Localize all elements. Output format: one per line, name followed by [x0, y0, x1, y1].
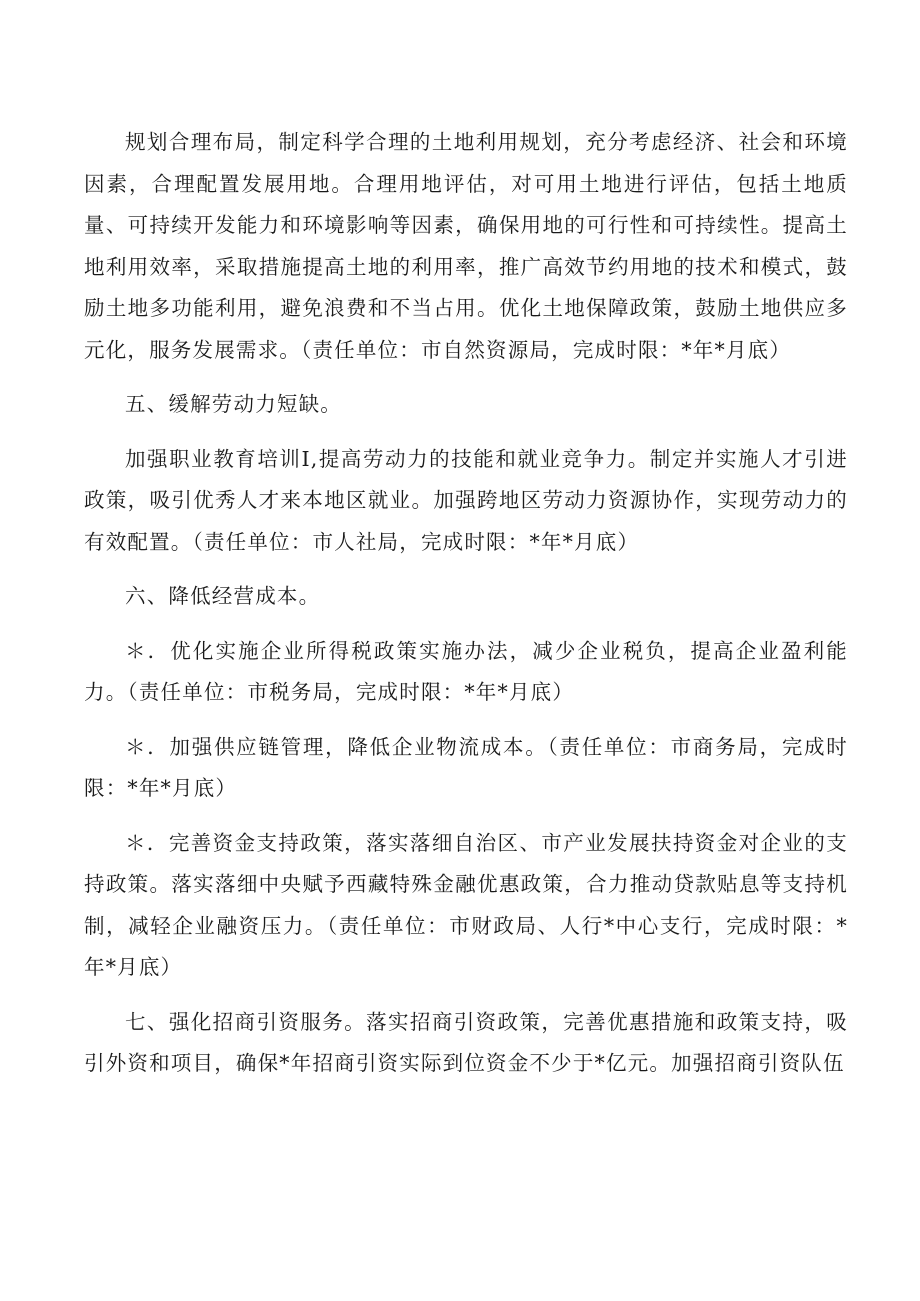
paragraph-supply-chain: ＊．加强供应链管理，降低企业物流成本。（责任单位：市商务局，完成时限：*年*月底）: [84, 734, 848, 800]
paragraph-investment: 七、强化招商引资服务。落实招商引资政策，完善优惠措施和政策支持，吸引外资和项目，确保*年招商引资实际到位资金不少于*亿元。加强招商引资队伍: [84, 1009, 848, 1075]
paragraph-labor: 加强职业教育培训I,提高劳动力的技能和就业竞争力。制定并实施人才引进政策，吸引优秀人才来本地区就业。加强跨地区劳动力资源协作，实现劳动力的有效配置。（责任单位：市人社局，完成时限：*年*月底）: [84, 446, 848, 554]
paragraph-tax-policy: ＊．优化实施企业所得税政策实施办法，减少企业税负，提高企业盈利能力。（责任单位：市税务局，完成时限：*年*月底）: [84, 638, 848, 704]
paragraph-land-planning: 规划合理布局，制定科学合理的土地利用规划，充分考虑经济、社会和环境因素，合理配置发展用地。合理用地评估，对可用土地进行评估，包括土地质量、可持续开发能力和环境影响等因素，确保用地的可行性和可持续性。提高土地利用效率，采取措施提高土地的利用率，推广高效节约用地的技术和模式，鼓励土地多功能利用，避免浪费和不当占用。优化土地保障政策，鼓励土地供应多元化，服务发展需求。（责任单位：市自然资源局，完成时限：*年*月底）: [84, 130, 848, 362]
paragraph-funding-policy: ＊．完善资金支持政策，落实落细自治区、市产业发展扶持资金对企业的支持政策。落实落细中央赋予西藏特殊金融优惠政策，合力推动贷款贴息等支持机制，减轻企业融资压力。（责任单位：市财政局、人行*中心支行，完成时限：*年*月底）: [84, 830, 848, 979]
section-heading-labor: 五、缓解劳动力短缺。: [125, 392, 342, 416]
section-heading-costs: 六、降低经营成本。: [125, 584, 321, 608]
